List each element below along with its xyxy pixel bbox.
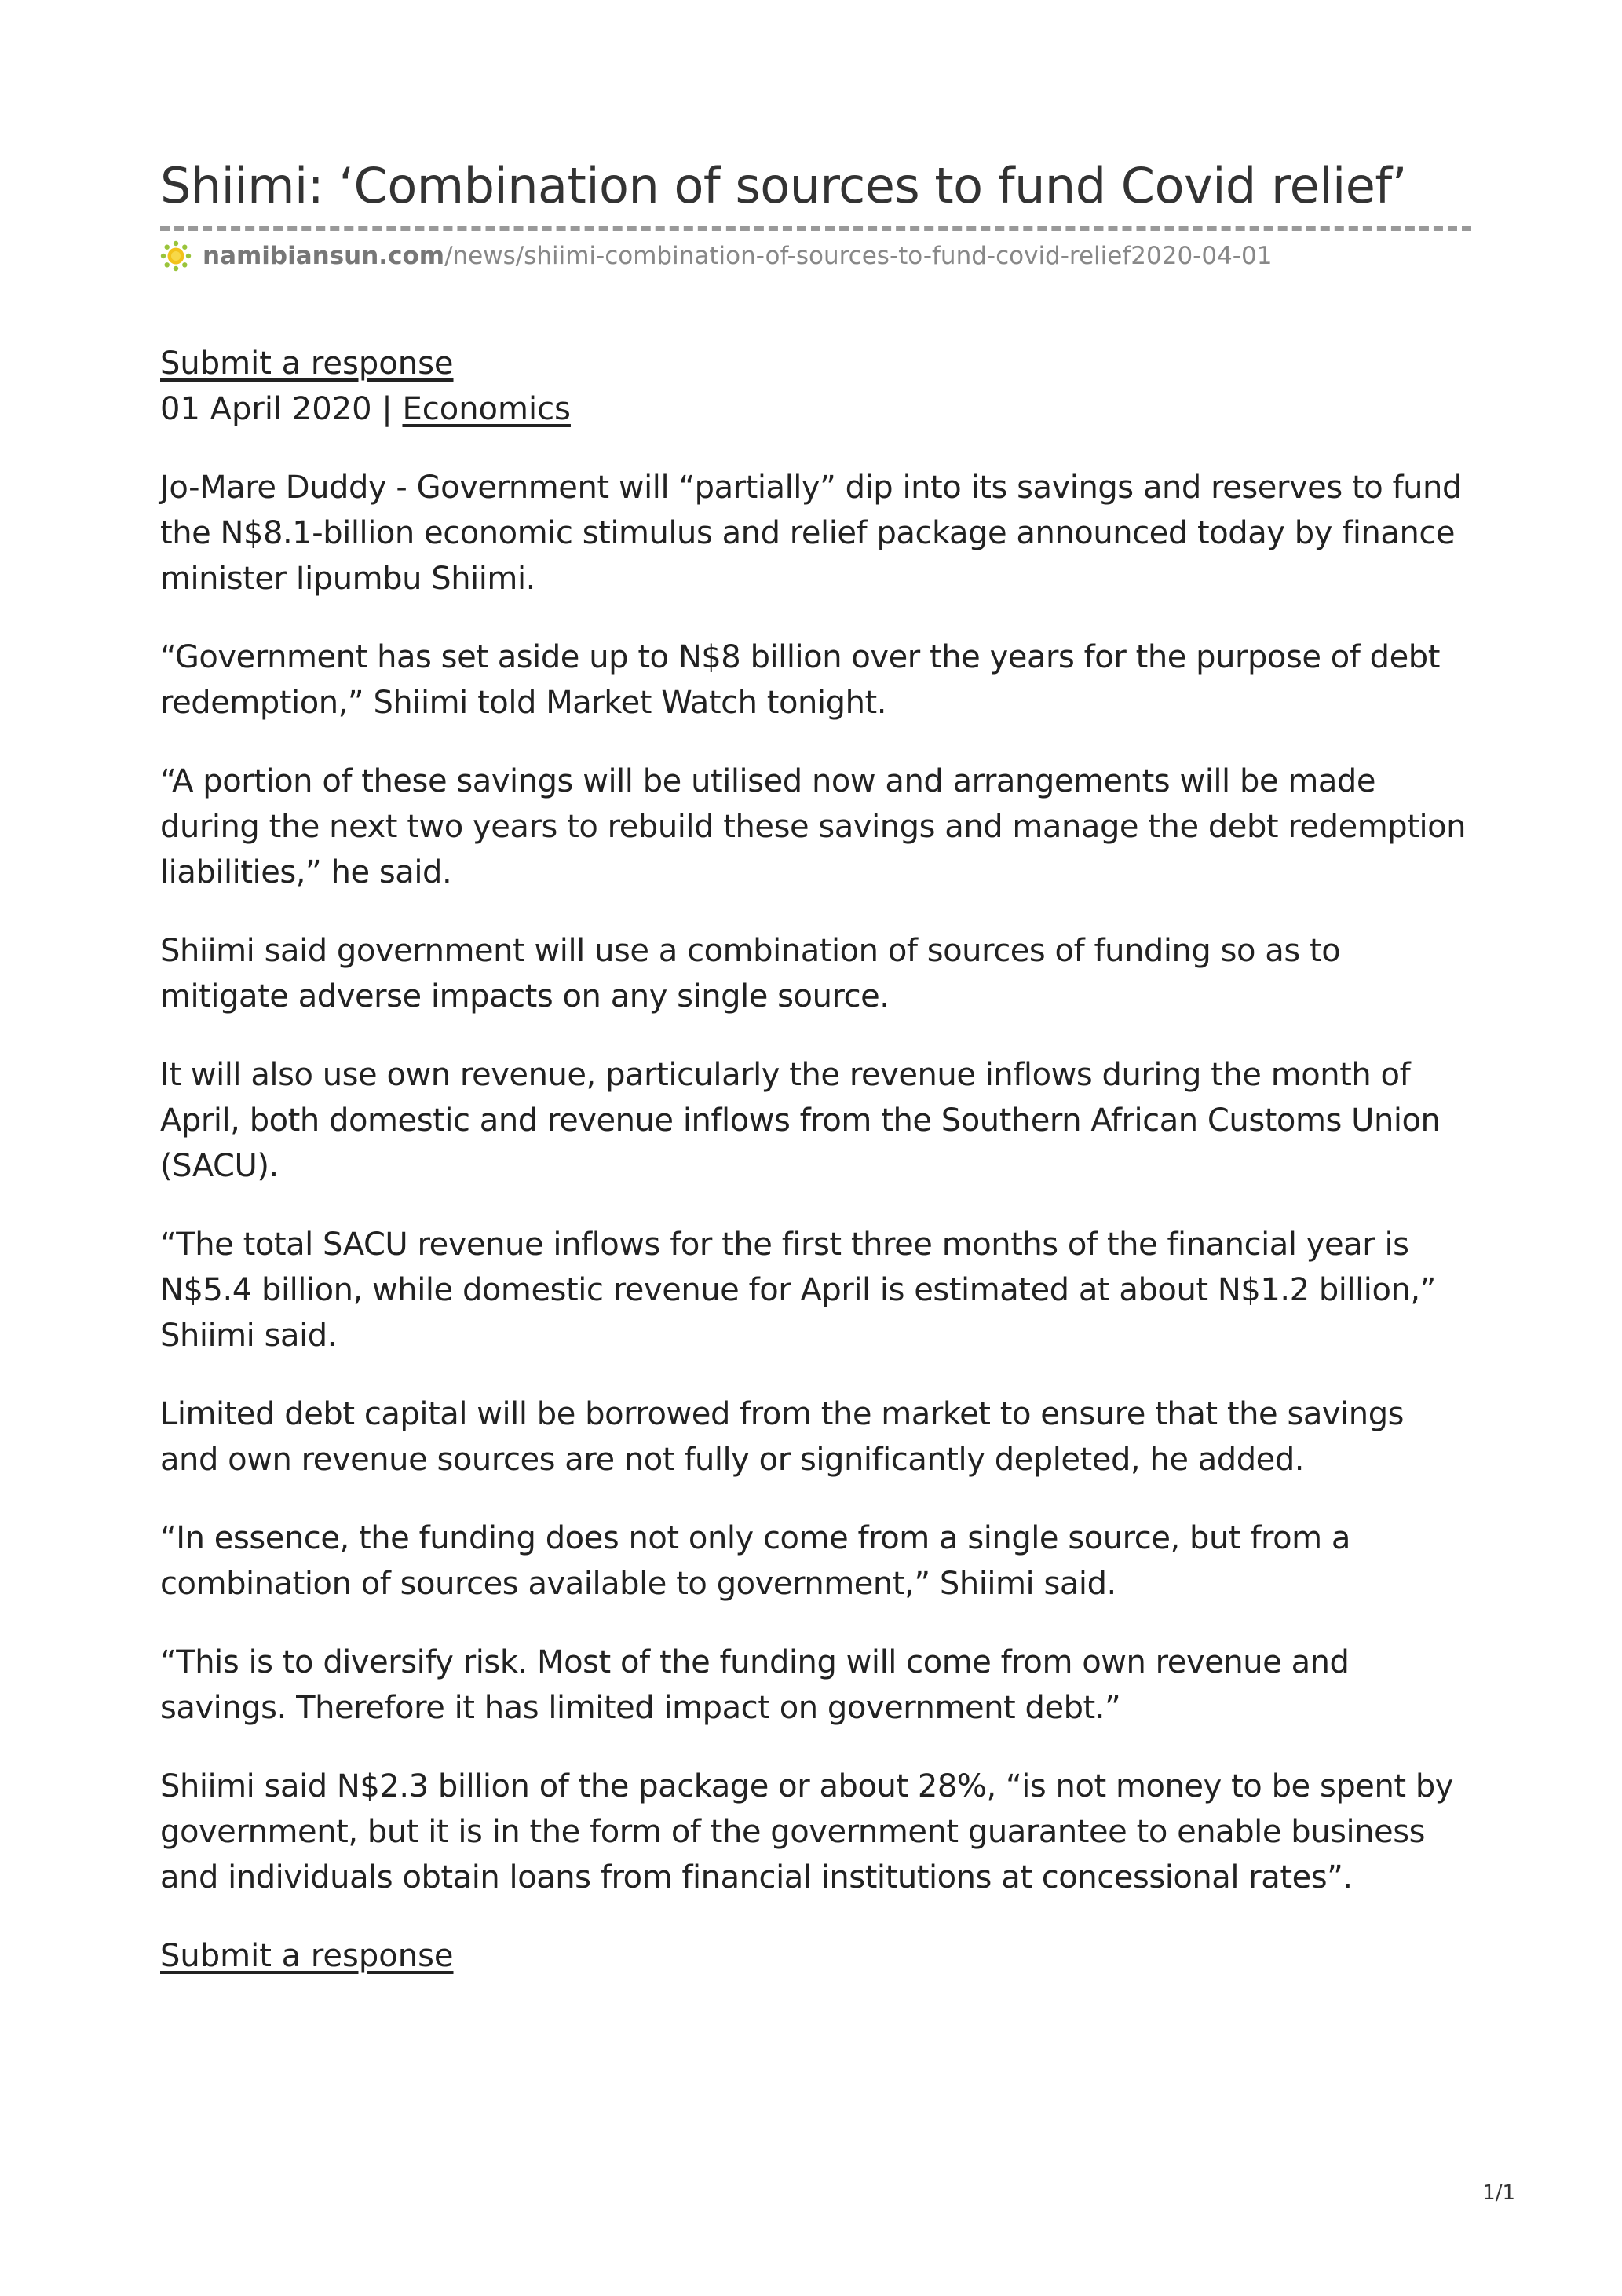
page-number: 1/1 <box>1482 2181 1515 2205</box>
article-meta <box>160 386 1471 432</box>
document-page <box>160 154 1471 1979</box>
sun-icon <box>160 240 192 272</box>
category-link[interactable]: Economics <box>402 391 571 427</box>
article-date: 01 April 2020 <box>160 391 372 427</box>
article-paragraph: “This is to diversify risk. Most of the funding will come from own revenue and savings. Therefore it has limited impact on government debt.” <box>160 1644 1350 1726</box>
submit-response-link-bottom[interactable]: Submit a response <box>160 1938 454 1974</box>
article-paragraph: “A portion of these savings will be utilised now and arrangements will be made during the next two years to rebuild these savings and manage the debt redemption liabilities,” he said. <box>160 763 1467 890</box>
title-divider <box>160 226 1471 231</box>
source-path: /news/shiimi-combination-of-sources-to-fund-covid-relief2020-04-01 <box>444 242 1273 270</box>
article-paragraph: Shiimi said government will use a combination of sources of funding so as to mitigate adverse impacts on any single source. <box>160 933 1341 1015</box>
article-paragraph: Shiimi said N$2.3 billion of the package or about 28%, “is not money to be spent by government, but it is in the form of the government guarantee to enable business and individuals obtain loans from financial institutions at concessional rates”. <box>160 1768 1454 1896</box>
source-url[interactable] <box>160 239 1471 273</box>
article-paragraph: It will also use own revenue, particularly the revenue inflows during the month of April, both domestic and revenue inflows from the Southern African Customs Union (SACU). <box>160 1057 1441 1184</box>
meta-separator: | <box>371 391 403 427</box>
article-paragraph: “In essence, the funding does not only come from a single source, but from a combination of sources available to government,” Shiimi said. <box>160 1520 1350 1602</box>
submit-response-link-top[interactable]: Submit a response <box>160 345 454 382</box>
source-domain: namibiansun.com <box>203 242 445 270</box>
article-body <box>160 341 1471 1979</box>
article-paragraph: Limited debt capital will be borrowed from the market to ensure that the savings and own revenue sources are not fully or significantly depleted, he added. <box>160 1396 1405 1478</box>
page-title: Shiimi: ‘Combination of sources to fund Covid relief’ <box>160 157 1407 214</box>
bottom-response-line <box>160 1933 1471 1979</box>
article-paragraph: “The total SACU revenue inflows for the first three months of the financial year is N$5.4 billion, while domestic revenue for April is estimated at about N$1.2 billion,” Shiimi said. <box>160 1227 1436 1354</box>
top-response-line <box>160 341 1471 386</box>
article-paragraph: Jo-Mare Duddy - Government will “partially” dip into its savings and reserves to fund the N$8.1-billion economic stimulus and relief package announced today by finance minister Iipumbu Shiimi. <box>160 470 1462 597</box>
article-paragraph: “Government has set aside up to N$8 billion over the years for the purpose of debt redemption,” Shiimi told Market Watch tonight. <box>160 639 1440 721</box>
